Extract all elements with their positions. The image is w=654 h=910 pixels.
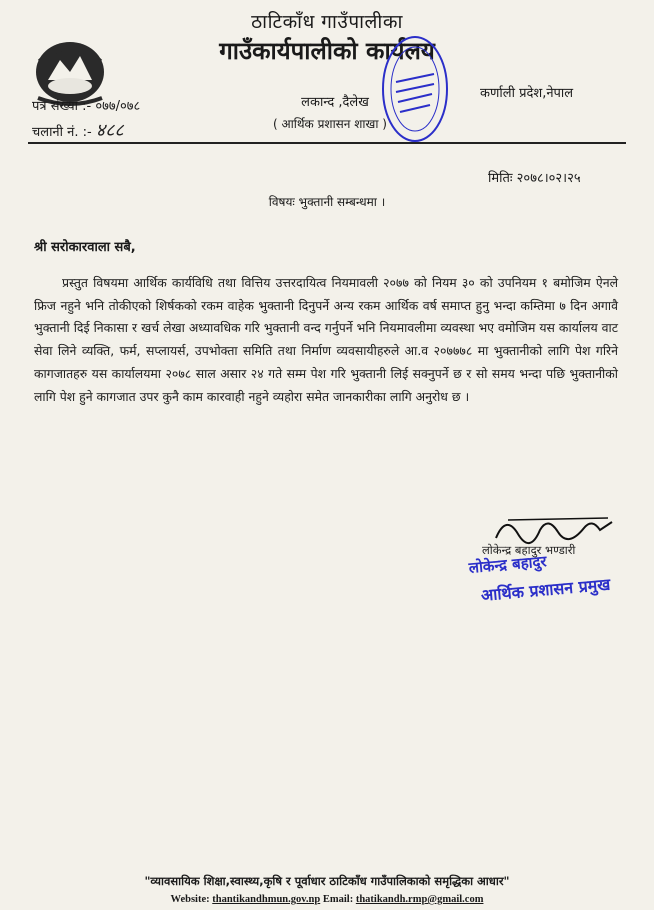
email-label: Email: <box>322 894 354 905</box>
letter-date: मितिः २०७८।०२।२५ <box>488 171 581 186</box>
office-name: ठाटिकाँध गाउँपालीका <box>251 11 403 33</box>
letter-body: प्रस्तुत विषयमा आर्थिक कार्यविधि तथा वित्तिय उत्तरदायित्व नियमावली २०७७ को नियम ३० को उपनियम १ बमोजिम ऐनले फ्रिज नहुने भनि तोकीएको शिर्षकको रकम वाहेक भुक्तानी दिनुपर्ने अन्य रकम आर्थिक वर्ष समाप्त हुनु भन्दा कम्तिमा ७ दिन अगावै भुक्तानी दिई निकासा र खर्च लेखा अध्यावधिक गरि भुक्तानी वन्द गर्नुपर्ने भनि नियमावलीमा व्यवस्था भए वमोजिम यस कार्यालय वाट सेवा लिने व्यक्ति, फर्म, सप्लायर्स, उपभोक्ता समिति तथा निर्माण व्यवसायीहरुले आ.व २०७७७८ मा भुक्तानीको लागि पेश गरिने कागजातहरु यस कार्यालयमा २०७८ साल असार २४ गते सम्म पेश गरि भुक्तानी लिई सक्नुपर्ने छ र सो समय भन्दा पछि भुक्तानीको लागि पेश हुने कागजात उपर कुनै काम कारवाही नहुने व्यहोरा समेत जानकारीका लागि अनुरोध छ । <box>34 275 618 404</box>
reference-number: पत्र संख्या :- ०७७/०७८ <box>32 99 141 114</box>
stamp-name: लोकेन्द्र बहादुर <box>468 552 548 577</box>
letter-salutation: श्री सरोकारवाला सबै, <box>34 240 136 255</box>
footer-contact <box>0 894 654 905</box>
dispatch-value: ४८८ <box>95 120 124 141</box>
stamp-title: आर्थिक प्रशासन प्रमुख <box>480 574 612 605</box>
section-name: ( आर्थिक प्रशासन शाखा ) <box>273 117 387 131</box>
email-link[interactable]: thatikandh.rmp@gmail.com <box>355 894 484 905</box>
website-label: Website: <box>170 894 210 905</box>
letter-subject: विषयः भुक्तानी सम्बन्धमा । <box>268 195 386 209</box>
website-link[interactable]: thantikandhmun.gov.np <box>212 894 321 905</box>
signatory-name: लोकेन्द्र बहादुर भण्डारी <box>482 543 576 557</box>
office-address: लकान्द ,दैलेख <box>301 95 369 110</box>
footer-motto: "व्यावसायिक शिक्षा,स्वास्थ्य,कृषि र पूर्वाधार ठाटिकाँध गाउँपालिकाको समृद्धिका आधार" <box>144 874 510 888</box>
dispatch-number <box>32 118 124 142</box>
province-name: कर्णाली प्रदेश,नेपाल <box>480 86 574 101</box>
handwritten-signature <box>488 508 618 548</box>
dispatch-label: चलानी नं. :- <box>32 125 92 140</box>
office-title: गाउँकार्यपालीको कार्यलय <box>219 37 435 65</box>
header-divider <box>28 142 626 144</box>
